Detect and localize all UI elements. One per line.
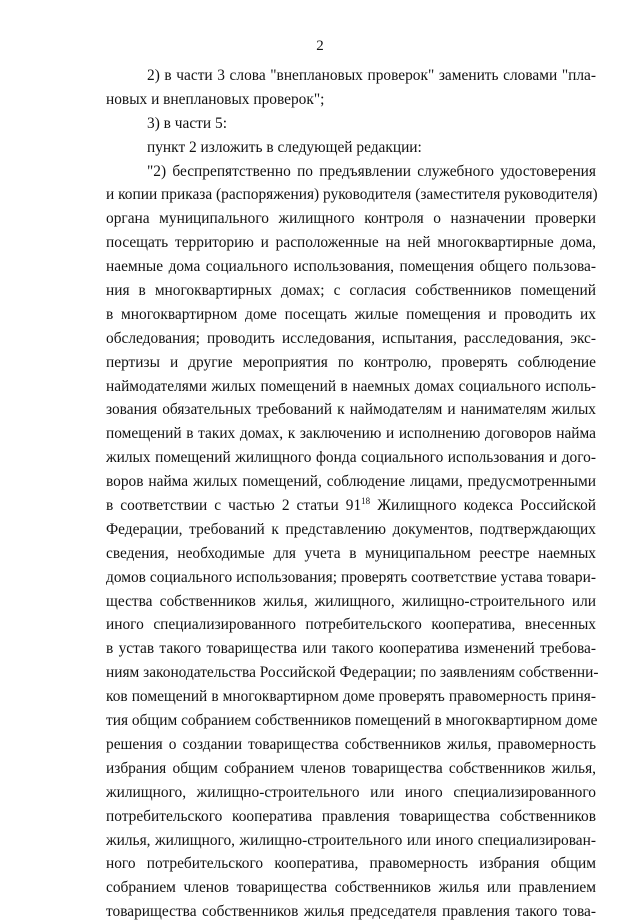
paragraph-4-line-28: потребительского кооператива правления товарищества собственников — [106, 807, 596, 825]
paragraph-4-line-30: ного потребительского кооператива, правомерность избрания общим — [106, 855, 596, 873]
paragraph-4-line-31: собранием членов товарищества собственников жилья или правлением — [106, 879, 596, 897]
paragraph-4-line-17: сведения, необходимые для учета в муниципальном реестре наемных — [106, 544, 596, 562]
article-superscript: 18 — [361, 496, 371, 507]
paragraph-4-line-9: пертизы и другие мероприятия по контролю, проверять соблюдение — [106, 353, 596, 371]
paragraph-4-line-5: наемные дома социального использования, помещения общего пользова- — [106, 258, 596, 276]
paragraph-4-line-18: домов социального использования; проверять соответствие устава товари- — [106, 568, 596, 586]
paragraph-4-line-15 — [106, 494, 596, 518]
paragraph-4-line-2: и копии приказа (распоряжения) руководителя (заместителя руководителя) — [106, 186, 598, 204]
paragraph-4-line-12: помещений в таких домах, к заключению и исполнению договоров найма — [106, 425, 596, 443]
paragraph-4-line-24: тия общим собранием собственников помещений в многоквартирном доме — [106, 712, 598, 730]
paragraph-4-line-10: наймодателями жилых помещений в наемных домах социального исполь- — [106, 377, 596, 395]
paragraph-4-line-32: товарищества собственников жилья председателя правления такого това- — [106, 903, 596, 921]
paragraph-4-line-25: решения о создании товарищества собственников жилья, правомерность — [106, 735, 596, 753]
paragraph-2-line-1: 3) в части 5: — [147, 114, 227, 132]
paragraph-4-line-16: Федерации, требований к представлению документов, подтверждающих — [106, 520, 596, 538]
paragraph-4-line-11: зования обязательных требований к наймодателям и нанимателям жилых — [106, 401, 596, 419]
paragraph-4-line-29: жилья, жилищного, жилищно-строительного или иного специализирован- — [106, 831, 596, 849]
paragraph-4-line-1: "2) беспрепятственно по предъявлении служебного удостоверения — [147, 162, 596, 180]
paragraph-4-line-6: ния в многоквартирных домах; с согласия собственников помещений — [106, 282, 596, 300]
paragraph-4-line-4: посещать территорию и расположенные на ней многоквартирные дома, — [106, 234, 596, 252]
paragraph-4-line-19: щества собственников жилья, жилищного, жилищно-строительного или — [106, 592, 596, 610]
paragraph-1-line-1: 2) в части 3 слова "внеплановых проверок" заменить словами "пла- — [147, 67, 596, 84]
paragraph-4-line-21: в устав такого товарищества или такого кооператива изменений требова- — [106, 640, 596, 658]
statute-reference-tail: Жилищного кодекса Российской — [370, 497, 597, 515]
paragraph-4-line-3: органа муниципального жилищного контроля о назначении проверки — [106, 210, 596, 228]
paragraph-4-line-20: иного специализированного потребительского кооператива, внесенных — [106, 616, 596, 634]
paragraph-4-line-8: обследования; проводить исследования, испытания, расследования, экс- — [106, 329, 596, 347]
paragraph-4-line-23: ков помещений в многоквартирном доме проверять правомерность приня- — [106, 688, 596, 706]
paragraph-4-line-7: в многоквартирном доме посещать жилые помещения и проводить их — [106, 305, 596, 323]
document-body — [106, 64, 599, 924]
paragraph-1-line-2: новых и внеплановых проверок"; — [106, 90, 325, 108]
statute-reference: в соответствии с частью 2 статьи 91 — [106, 497, 362, 515]
paragraph-3-line-1: пункт 2 изложить в следующей редакции: — [147, 138, 422, 156]
paragraph-4-line-26: избрания общим собранием членов товарищества собственников жилья, — [106, 759, 596, 777]
page-number: 2 — [316, 38, 324, 54]
paragraph-4-line-13: жилых помещений жилищного фонда социального использования и дого- — [106, 449, 596, 467]
paragraph-4-line-14: воров найма жилых помещений, соблюдение лицами, предусмотренными — [106, 473, 596, 491]
paragraph-4-line-27: жилищного, жилищно-строительного или иного специализированного — [106, 783, 596, 801]
paragraph-4-line-22: ниям законодательства Российской Федерации; по заявлениям собственни- — [106, 664, 599, 682]
